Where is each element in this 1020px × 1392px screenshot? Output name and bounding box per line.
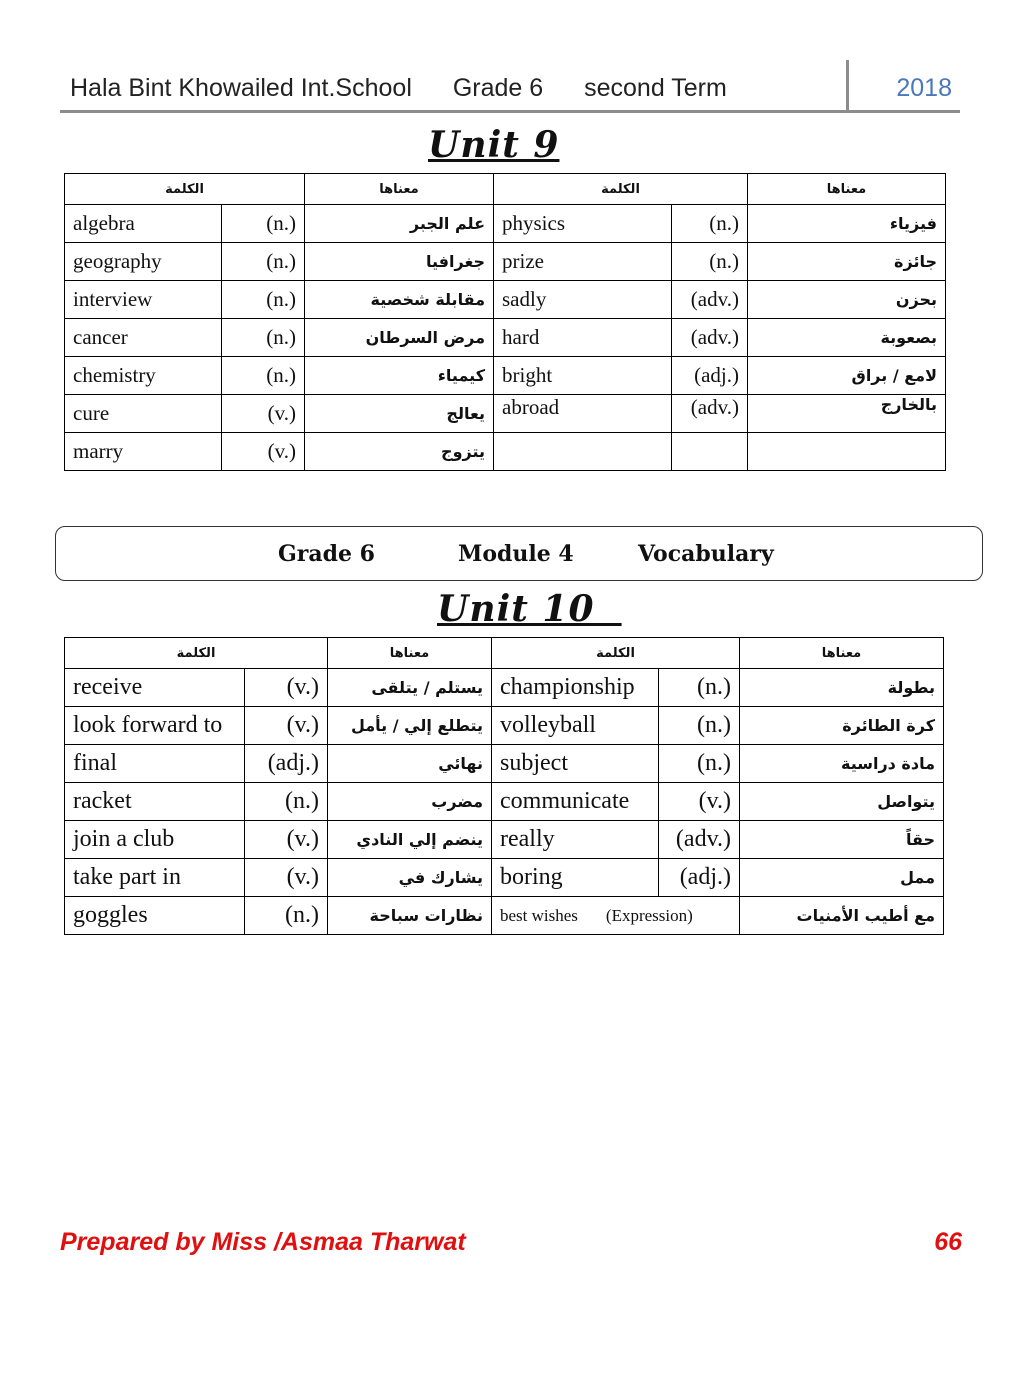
word: subject [492,745,659,783]
meaning: كرة الطائرة [740,707,944,745]
expression-cell [492,897,740,935]
unit10-title [437,588,622,630]
table-row [65,859,944,897]
unit9-vocab-table [64,173,946,471]
table-header-row [65,638,944,669]
meaning: علم الجبر [305,205,494,243]
part-of-speech [672,433,748,471]
part-of-speech: (adv.) [672,319,748,357]
part-of-speech: (v.) [222,433,305,471]
header-left [70,74,761,103]
part-of-speech: (n.) [222,357,305,395]
word: bright [494,357,672,395]
part-of-speech: (adv.) [672,395,748,433]
part-of-speech: (adj.) [672,357,748,395]
part-of-speech: (n.) [245,783,328,821]
table-row [65,669,944,707]
meaning: بالخارج [748,395,946,433]
word: boring [492,859,659,897]
column-header-word: الكلمة [65,174,305,205]
meaning: يعالج [305,395,494,433]
module-grade: Grade 6 [278,541,375,567]
table-row [65,821,944,859]
meaning: لامع / براق [748,357,946,395]
column-header-word: الكلمة [65,638,328,669]
column-header-meaning: معناها [748,174,946,205]
word: sadly [494,281,672,319]
part-of-speech: (n.) [245,897,328,935]
meaning: مرض السرطان [305,319,494,357]
meaning: نهائي [328,745,492,783]
table-row [65,783,944,821]
table-row [65,395,946,433]
meaning: كيمياء [305,357,494,395]
meaning: ينضم إلي النادي [328,821,492,859]
meaning: مقابلة شخصية [305,281,494,319]
word: physics [494,205,672,243]
table-row [65,707,944,745]
page-header [60,68,960,113]
part-of-speech: (n.) [659,745,740,783]
school-name: Hala Bint Khowailed Int.School [70,74,412,102]
word: really [492,821,659,859]
module-banner [55,526,983,581]
term-label: second Term [584,74,727,102]
word: best wishes [500,905,578,925]
meaning: ممل [740,859,944,897]
part-of-speech: (n.) [222,243,305,281]
table-row [65,205,946,243]
prepared-by: Prepared by Miss /Asmaa Tharwat [60,1228,466,1256]
grade-label: Grade 6 [452,74,544,102]
meaning: فيزياء [748,205,946,243]
year-label: 2018 [896,74,952,102]
word: goggles [65,897,245,935]
part-of-speech: (Expression) [605,905,693,925]
word: receive [65,669,245,707]
word: prize [494,243,672,281]
module-vocabulary-label: Vocabulary [638,541,774,567]
part-of-speech: (v.) [245,859,328,897]
word: marry [65,433,222,471]
part-of-speech: (v.) [245,707,328,745]
meaning [748,433,946,471]
part-of-speech: (adj.) [245,745,328,783]
word: final [65,745,245,783]
meaning: بطولة [740,669,944,707]
word [494,433,672,471]
part-of-speech: (v.) [245,821,328,859]
column-header-word: الكلمة [492,638,740,669]
unit10-vocab-table [64,637,944,935]
part-of-speech: (n.) [659,707,740,745]
table-row [65,745,944,783]
meaning: حقاً [740,821,944,859]
word: look forward to [65,707,245,745]
meaning: مضرب [328,783,492,821]
meaning: يستلم / يتلقى [328,669,492,707]
meaning: مع أطيب الأمنيات [740,897,944,935]
meaning: يتطلع إلي / يأمل [328,707,492,745]
part-of-speech: (v.) [245,669,328,707]
meaning: بحزن [748,281,946,319]
part-of-speech: (n.) [659,669,740,707]
word: abroad [494,395,672,433]
word: geography [65,243,222,281]
word: take part in [65,859,245,897]
part-of-speech: (adv.) [659,821,740,859]
unit9-title: Unit 9 [428,124,560,166]
meaning: يشارك في [328,859,492,897]
column-header-word: الكلمة [494,174,748,205]
part-of-speech: (v.) [222,395,305,433]
part-of-speech: (n.) [222,281,305,319]
part-of-speech: (n.) [222,205,305,243]
table-header-row [65,174,946,205]
table-row [65,357,946,395]
column-header-meaning: معناها [305,174,494,205]
meaning: جغرافيا [305,243,494,281]
column-header-meaning: معناها [740,638,944,669]
module-number: Module 4 [458,541,574,567]
word: championship [492,669,659,707]
part-of-speech: (adj.) [659,859,740,897]
word: join a club [65,821,245,859]
meaning: يتواصل [740,783,944,821]
column-header-meaning: معناها [328,638,492,669]
word: racket [65,783,245,821]
meaning: بصعوبة [748,319,946,357]
table-row [65,433,946,471]
part-of-speech: (n.) [672,205,748,243]
meaning: جائزة [748,243,946,281]
part-of-speech: (adv.) [672,281,748,319]
table-row [65,897,944,935]
word: cure [65,395,222,433]
part-of-speech: (n.) [222,319,305,357]
part-of-speech: (n.) [672,243,748,281]
unit10-title-text: Unit 10 [437,588,595,630]
table-row [65,281,946,319]
word: hard [494,319,672,357]
table-row [65,243,946,281]
page-number: 66 [934,1228,962,1256]
word: algebra [65,205,222,243]
word: chemistry [65,357,222,395]
word: communicate [492,783,659,821]
part-of-speech: (v.) [659,783,740,821]
word: cancer [65,319,222,357]
header-divider [846,60,849,110]
meaning: نظارات سباحة [328,897,492,935]
meaning: يتزوج [305,433,494,471]
word: volleyball [492,707,659,745]
word: interview [65,281,222,319]
meaning: مادة دراسية [740,745,944,783]
table-row [65,319,946,357]
